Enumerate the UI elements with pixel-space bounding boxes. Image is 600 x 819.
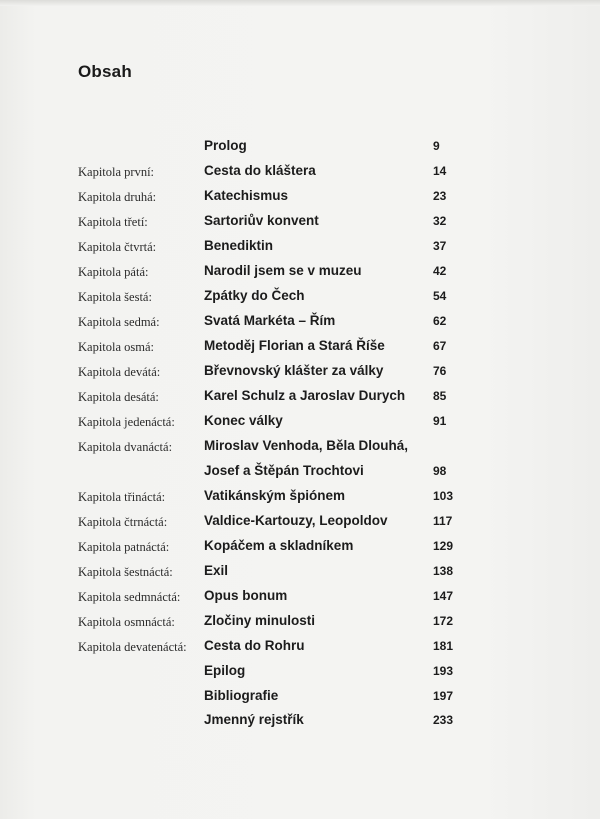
toc-chapter-label: Kapitola šestá: (78, 290, 152, 304)
toc-title: Sartoriův konvent (204, 213, 319, 228)
toc-title: Prolog (204, 138, 247, 153)
toc-title: Cesta do Rohru (204, 638, 305, 653)
toc-title: Konec války (204, 413, 283, 428)
toc-page-number: 147 (433, 589, 454, 603)
toc-row (0, 663, 600, 683)
toc-title: Svatá Markéta – Řím (204, 313, 336, 328)
toc-page-number: 37 (433, 239, 447, 253)
toc-chapter-label: Kapitola čtrnáctá: (78, 515, 168, 529)
toc-chapter-label: Kapitola pátá: (78, 265, 149, 279)
toc-row (0, 712, 600, 732)
toc-row (0, 388, 600, 408)
toc-title: Vatikánským špiónem (204, 488, 346, 503)
toc-title: Břevnovský klášter za války (204, 363, 384, 378)
toc-row (0, 463, 600, 483)
toc-chapter-label: Kapitola sedmnáctá: (78, 590, 181, 604)
toc-chapter-label: Kapitola patnáctá: (78, 540, 170, 554)
toc-title: Josef a Štěpán Trochtovi (204, 463, 364, 478)
toc-chapter-label: Kapitola osmnáctá: (78, 615, 175, 629)
toc-row (0, 513, 600, 533)
toc-page-number: 181 (433, 639, 454, 653)
toc-page-number: 197 (433, 689, 454, 703)
toc-row (0, 163, 600, 183)
toc-page-number: 98 (433, 464, 447, 478)
toc-title: Jmenný rejstřík (204, 712, 304, 727)
toc-title: Metoděj Florian a Stará Říše (204, 338, 385, 353)
page-title: Obsah (78, 62, 132, 81)
toc-row (0, 638, 600, 658)
toc-page-number: 172 (433, 614, 454, 628)
toc-page-number: 14 (433, 164, 447, 178)
toc-page-number: 76 (433, 364, 447, 378)
toc-title: Cesta do kláštera (204, 163, 316, 178)
toc-row (0, 238, 600, 258)
toc-page-number: 193 (433, 664, 454, 678)
toc-row (0, 613, 600, 633)
toc-row (0, 213, 600, 233)
toc-chapter-label: Kapitola třináctá: (78, 490, 166, 504)
toc-row (0, 688, 600, 708)
toc-chapter-label: Kapitola desátá: (78, 390, 159, 404)
toc-title: Valdice-Kartouzy, Leopoldov (204, 513, 388, 528)
toc-page-number: 62 (433, 314, 447, 328)
page-top-edge (0, 0, 600, 6)
toc-chapter-label: Kapitola jedenáctá: (78, 415, 175, 429)
toc-title: Kopáčem a skladníkem (204, 538, 354, 553)
toc-page-number: 233 (433, 713, 454, 727)
toc-row (0, 413, 600, 433)
toc-row (0, 538, 600, 558)
toc-title: Miroslav Venhoda, Běla Dlouhá, (204, 438, 409, 453)
toc-row (0, 188, 600, 208)
toc-row (0, 563, 600, 583)
toc-row (0, 313, 600, 333)
toc-page-number: 138 (433, 564, 454, 578)
toc-page-number: 103 (433, 489, 454, 503)
toc-row (0, 138, 600, 158)
toc-row (0, 588, 600, 608)
toc-title: Karel Schulz a Jaroslav Durych (204, 388, 406, 403)
toc-page-number: 85 (433, 389, 447, 403)
toc-chapter-label: Kapitola osmá: (78, 340, 155, 354)
toc-title: Opus bonum (204, 588, 288, 603)
toc-page-number: 32 (433, 214, 447, 228)
toc-title: Exil (204, 563, 229, 578)
toc-page-number: 54 (433, 289, 447, 303)
toc-page-number: 9 (433, 139, 440, 153)
toc-chapter-label: Kapitola šestnáctá: (78, 565, 173, 579)
toc-chapter-label: Kapitola první: (78, 165, 155, 179)
toc-title: Bibliografie (204, 688, 279, 703)
toc-title: Benediktin (204, 238, 274, 253)
toc-row (0, 263, 600, 283)
toc-title: Narodil jsem se v muzeu (204, 263, 362, 278)
toc-page-number: 91 (433, 414, 447, 428)
toc-chapter-label: Kapitola sedmá: (78, 315, 160, 329)
toc-title: Zločiny minulosti (204, 613, 316, 628)
toc-row (0, 363, 600, 383)
toc-page-number: 23 (433, 189, 447, 203)
toc-page-number: 42 (433, 264, 447, 278)
toc-chapter-label: Kapitola devátá: (78, 365, 161, 379)
toc-row (0, 438, 600, 458)
toc-row (0, 488, 600, 508)
toc-title: Katechismus (204, 188, 289, 203)
toc-chapter-label: Kapitola čtvrtá: (78, 240, 157, 254)
toc-page-number: 117 (433, 514, 453, 528)
toc-chapter-label: Kapitola dvanáctá: (78, 440, 173, 454)
toc-title: Zpátky do Čech (204, 288, 305, 303)
toc-chapter-label: Kapitola druhá: (78, 190, 157, 204)
toc-row (0, 338, 600, 358)
toc-chapter-label: Kapitola devatenáctá: (78, 640, 187, 654)
toc-row (0, 288, 600, 308)
toc-title: Epilog (204, 663, 246, 678)
toc-page-number: 129 (433, 539, 454, 553)
toc-page-number: 67 (433, 339, 447, 353)
toc-chapter-label: Kapitola třetí: (78, 215, 148, 229)
